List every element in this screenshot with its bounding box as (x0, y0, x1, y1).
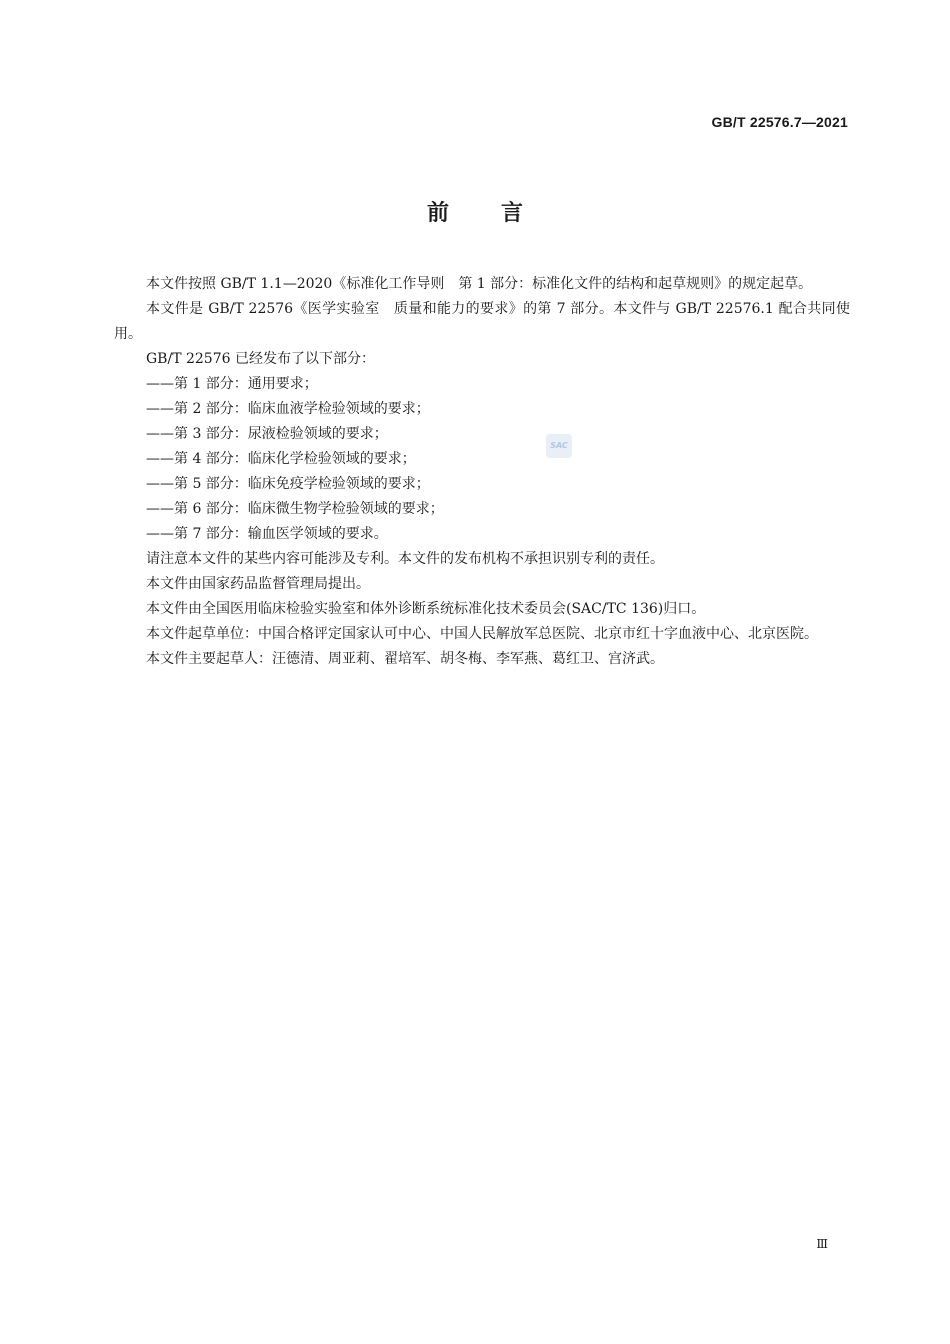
paragraph-technical-committee: 本文件由全国医用临床检验实验室和体外诊断系统标准化技术委员会(SAC/TC 136)归口。 (146, 601, 706, 617)
document-code: GB/T 22576.7—2021 (711, 114, 848, 130)
list-item: ——第 5 部分：临床免疫学检验领域的要求； (146, 476, 430, 492)
page-title: 前言 (426, 201, 575, 226)
list-item: ——第 6 部分：临床微生物学检验领域的要求； (146, 501, 444, 517)
list-item: ——第 2 部分：临床血液学检验领域的要求； (146, 401, 430, 417)
paragraph-part-description: 本文件是 GB/T 22576《医学实验室 质量和能力的要求》的第 7 部分。本文件与 GB/T 22576.1 配合共同使用。 (114, 301, 850, 342)
list-item: ——第 4 部分：临床化学检验领域的要求； (146, 451, 416, 467)
paragraph-published-parts: GB/T 22576 已经发布了以下部分： (146, 351, 375, 367)
list-item: ——第 3 部分：尿液检验领域的要求； (146, 426, 388, 442)
sac-watermark-logo: SAC (546, 434, 572, 458)
paragraph-drafters: 本文件主要起草人：汪德清、周亚莉、翟培军、胡冬梅、李军燕、葛红卫、宫济武。 (146, 651, 664, 667)
page-number: Ⅲ (816, 1237, 828, 1251)
paragraph-drafting-organizations: 本文件起草单位：中国合格评定国家认可中心、中国人民解放军总医院、北京市红十字血液中心、北京医院。 (146, 626, 818, 642)
list-item: ——第 1 部分：通用要求； (146, 376, 318, 392)
paragraph-proposer: 本文件由国家药品监督管理局提出。 (146, 576, 370, 592)
foreword-body (114, 272, 850, 672)
parts-list (114, 372, 850, 547)
list-item: ——第 7 部分：输血医学领域的要求。 (146, 526, 388, 542)
paragraph-patent-notice: 请注意本文件的某些内容可能涉及专利。本文件的发布机构不承担识别专利的责任。 (146, 551, 664, 567)
paragraph-drafting-rules: 本文件按照 GB/T 1.1—2020《标准化工作导则 第 1 部分：标准化文件的结构和起草规则》的规定起草。 (146, 276, 813, 292)
